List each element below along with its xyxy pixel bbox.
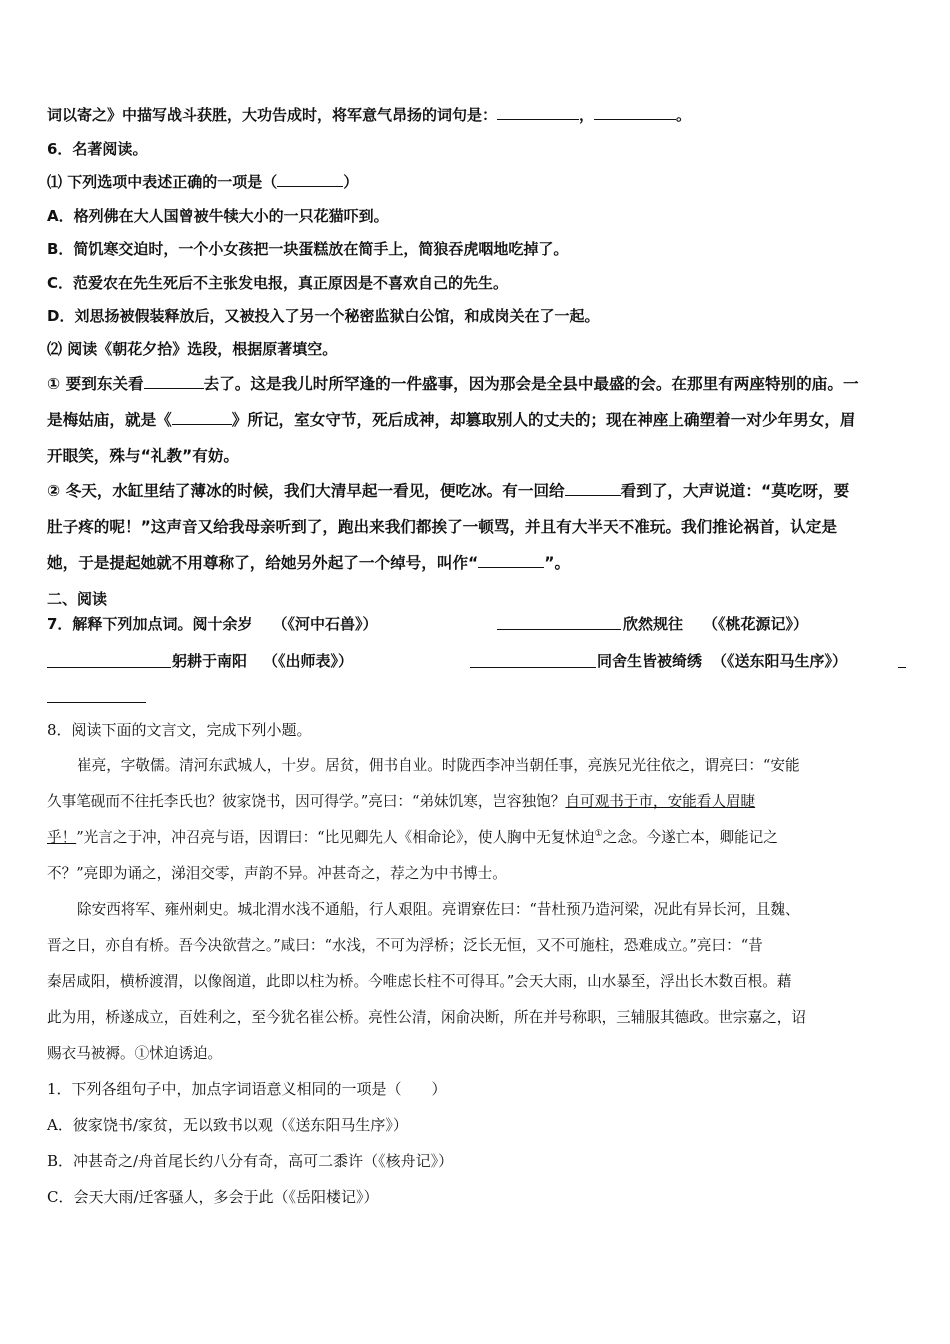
answer-blank[interactable] <box>172 410 232 425</box>
answer-blank[interactable] <box>497 629 621 630</box>
q6-option-c: C．范爱农在先生死后不主张发电报，真正原因是不喜欢自己的先生。 <box>47 274 509 292</box>
q6-part1: ⑴ 下列选项中表述正确的一项是（ ） <box>47 173 359 191</box>
q6-heading: 6．名著阅读。 <box>47 140 148 158</box>
answer-blank[interactable] <box>565 481 621 496</box>
underlined-sentence: 自可观书于市，安能看人眉睫 <box>565 793 756 810</box>
passage-line: 久事笔砚而不往托李氏也？彼家饶书，因可得学。”亮曰：“弟妹饥寒，岂容独饱？自可观书于市，安能看人眉睫 <box>47 793 756 810</box>
answer-blank[interactable] <box>594 105 676 120</box>
q7-item2: 欣然规往 （《桃花源记》） <box>623 615 809 633</box>
q6-part2: ⑵ 阅读《朝花夕拾》选段，根据原著填空。 <box>47 340 338 358</box>
answer-blank[interactable] <box>277 172 343 187</box>
answer-blank[interactable] <box>497 105 579 120</box>
passage-line: 此为用，桥遂成立，百姓利之，至今犹名崔公桥。亮性公清，闲俞决断，所在并号称职，三辅服其德政。世宗嘉之，诏 <box>47 1009 806 1026</box>
q6-passage2-line1: ② 冬天，水缸里结了薄冰的时候，我们大清早起一看见，便吃冰。有一回给 看到了，大声说道：“莫吃呀，要 <box>47 482 850 500</box>
passage-line: 赐衣马被褥。①怵迫诱迫。 <box>47 1045 223 1062</box>
q6-passage1-line3: 开眼笑，殊与“礼教”有妨。 <box>47 447 240 465</box>
q6-passage1-line1: ① 要到东关看 去了。这是我儿时所罕逢的一件盛事，因为那会是全县中最盛的会。在那里有两座特别的庙。一 <box>47 375 859 393</box>
q6-passage1-line2: 是梅姑庙，就是《 》所记，室女守节，死后成神，却篡取别人的丈夫的；现在神座上确塑着一对少年男女，眉 <box>47 411 856 429</box>
q7-item3: 躬耕于南阳 （《出师表》） <box>172 652 354 670</box>
q8-heading: 8．阅读下面的文言文，完成下列小题。 <box>47 721 312 739</box>
passage-line: 乎！”光言之于冲，冲召亮与语，因谓曰：“比见卿先人《相命论》，使人胸中无复怵迫①之念。今遂亡本，卿能记之 <box>47 829 778 846</box>
underlined-sentence: 乎！ <box>47 829 77 846</box>
answer-blank[interactable] <box>898 667 906 668</box>
q6-passage2-line2: 肚子疼的呢！”这声音又给我母亲听到了，跑出来我们都挨了一顿骂，并且有大半天不准玩。我们推论祸首，认定是 <box>47 518 837 536</box>
sub-question: 1．下列各组句子中，加点字词语意义相同的一项是（ ） <box>47 1080 447 1098</box>
q6-option-d: D．刘思扬被假装释放后，又被投入了另一个秘密监狱白公馆，和成岗关在了一起。 <box>47 307 600 325</box>
sub-option-c: C．会天大雨/迁客骚人，多会于此（《岳阳楼记》） <box>47 1188 379 1206</box>
passage-line: 晋之日，亦自有桥。吾今决欲营之。”咸曰：“水浅，不可为浮桥；泛长无恒，又不可施柱，恐难成立。”亮曰：“昔 <box>47 937 763 954</box>
answer-blank[interactable] <box>47 667 171 668</box>
sub-option-b: B．冲甚奇之/舟首尾长约八分有奇，高可二黍许（《核舟记》） <box>47 1152 454 1170</box>
answer-blank[interactable] <box>470 667 596 668</box>
q7-line1: 7．解释下列加点词。阅十余岁 （《河中石兽》） <box>47 615 378 633</box>
footnote-marker: ① <box>594 829 603 840</box>
answer-blank[interactable] <box>144 374 204 389</box>
section-heading: 二、阅读 <box>47 590 108 608</box>
passage-line: 秦居咸阳，横桥渡渭，以像阁道，此即以柱为桥。今唯虑长柱不可得耳。”会天大雨，山水暴至，浮出长木数百根。藉 <box>47 973 792 990</box>
passage-line: 崔亮，字敬儒。清河东武城人，十岁。居贫，佣书自业。时陇西李冲当朝任事，亮族兄光往依之，谓亮曰：“安能 <box>77 757 800 774</box>
passage-line: 不？”亮即为诵之，涕泪交零，声韵不异。冲甚奇之，荐之为中书博士。 <box>47 865 507 882</box>
q6-option-a: A．格列佛在大人国曾被牛犊大小的一只花猫吓到。 <box>47 207 389 225</box>
answer-blank[interactable] <box>47 702 146 703</box>
q6-option-b: B．简饥寒交迫时，一个小女孩把一块蛋糕放在简手上，简狼吞虎咽地吃掉了。 <box>47 240 569 258</box>
sub-option-a: A．彼家饶书/家贫，无以致书以观（《送东阳马生序》） <box>47 1116 408 1134</box>
answer-blank[interactable] <box>478 553 544 568</box>
passage-line: 除安西将军、雍州刺史。城北渭水浅不通船，行人艰阻。亮谓寮佐曰：“昔杜预乃造河梁，况此有异长河，且魏、 <box>77 901 800 918</box>
q7-item4: 同舍生皆被绮绣 （《送东阳马生序》） <box>597 652 848 670</box>
q6-passage2-line3: 她，于是提起她就不用尊称了，给她另外起了一个绰号，叫作“ ”。 <box>47 554 571 572</box>
q5-tail-line: 词以寄之》中描写战斗获胜，大功告成时，将军意气昂扬的词句是： ， 。 <box>47 106 692 124</box>
